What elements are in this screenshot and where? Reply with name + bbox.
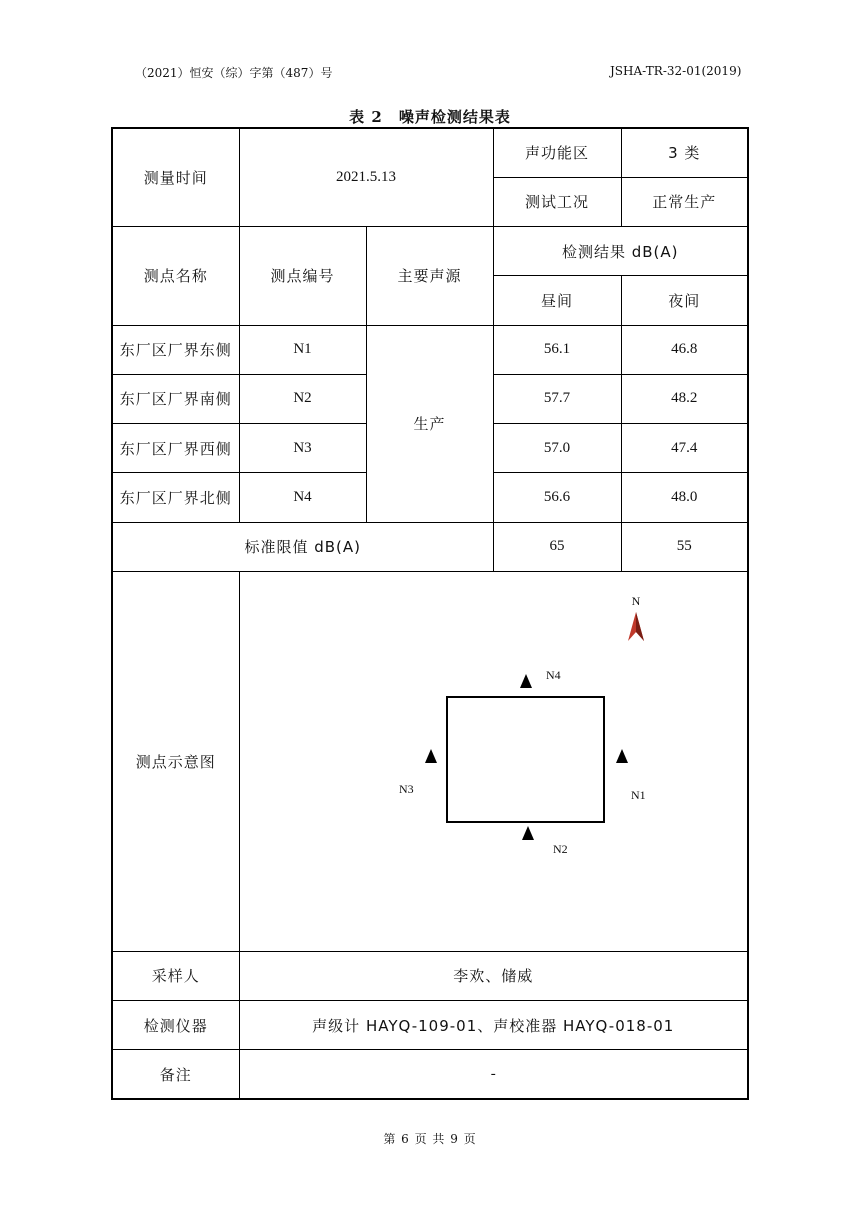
time-value: 2021.5.13 bbox=[239, 128, 493, 227]
plant-boundary bbox=[447, 697, 604, 822]
zone-value: 3 类 bbox=[621, 128, 748, 177]
limit-night: 55 bbox=[621, 522, 748, 571]
noise-result-table bbox=[111, 127, 749, 1100]
row-point-name: 东厂区厂界北侧 bbox=[112, 473, 239, 522]
instrument-label: 检测仪器 bbox=[112, 1000, 239, 1049]
point-n2-marker-icon bbox=[522, 826, 534, 840]
table-title: 表 2 噪声检测结果表 bbox=[349, 108, 511, 126]
col-source: 主要声源 bbox=[366, 227, 493, 326]
row-night-value: 48.2 bbox=[621, 374, 748, 423]
diagram-label: 测点示意图 bbox=[112, 571, 239, 951]
row-point-id: N3 bbox=[239, 424, 366, 473]
row-day-value: 56.1 bbox=[493, 325, 621, 374]
point-n2-label: N2 bbox=[552, 841, 568, 856]
limit-label: 标准限值 dB(A) bbox=[112, 522, 493, 571]
col-point-id: 测点编号 bbox=[239, 227, 366, 326]
time-label: 测量时间 bbox=[112, 128, 239, 227]
row-day-value: 56.6 bbox=[493, 473, 621, 522]
point-n3-marker-icon bbox=[425, 749, 437, 763]
row-source: 生产 bbox=[366, 325, 493, 522]
col-night: 夜间 bbox=[621, 276, 748, 325]
row-night-value: 48.0 bbox=[621, 473, 748, 522]
row-night-value: 46.8 bbox=[621, 325, 748, 374]
row-point-id: N4 bbox=[239, 473, 366, 522]
point-n1-marker-icon bbox=[616, 749, 628, 763]
row-point-name: 东厂区厂界东侧 bbox=[112, 325, 239, 374]
measurement-diagram bbox=[239, 571, 748, 951]
north-arrow-shade-icon bbox=[636, 612, 644, 641]
row-day-value: 57.7 bbox=[493, 374, 621, 423]
row-point-id: N2 bbox=[239, 374, 366, 423]
site-diagram bbox=[240, 572, 749, 942]
table-row bbox=[112, 325, 748, 374]
north-label: N bbox=[631, 593, 640, 608]
row-point-name: 东厂区厂界西侧 bbox=[112, 424, 239, 473]
col-point-name: 测点名称 bbox=[112, 227, 239, 326]
row-point-name: 东厂区厂界南侧 bbox=[112, 374, 239, 423]
page-footer: 第 6 页 共 9 页 bbox=[383, 1132, 477, 1146]
row-night-value: 47.4 bbox=[621, 424, 748, 473]
point-n3-label: N3 bbox=[398, 781, 414, 796]
point-n4-label: N4 bbox=[545, 667, 561, 682]
instrument-value: 声级计 HAYQ-109-01、声校准器 HAYQ-018-01 bbox=[239, 1000, 748, 1049]
document-number: （2021）恒安（综）字第（487）号 bbox=[135, 66, 333, 80]
remark-label: 备注 bbox=[112, 1050, 239, 1099]
condition-label: 测试工况 bbox=[493, 177, 621, 226]
col-day: 昼间 bbox=[493, 276, 621, 325]
row-day-value: 57.0 bbox=[493, 424, 621, 473]
point-n4-marker-icon bbox=[520, 674, 532, 688]
sampler-value: 李欢、储威 bbox=[239, 951, 748, 1000]
zone-label: 声功能区 bbox=[493, 128, 621, 177]
remark-value: - bbox=[239, 1050, 748, 1099]
limit-day: 65 bbox=[493, 522, 621, 571]
col-result: 检测结果 dB(A) bbox=[493, 227, 748, 276]
point-n1-label: N1 bbox=[630, 787, 646, 802]
standard-code: JSHA-TR-32-01(2019) bbox=[610, 64, 742, 78]
row-point-id: N1 bbox=[239, 325, 366, 374]
condition-value: 正常生产 bbox=[621, 177, 748, 226]
sampler-label: 采样人 bbox=[112, 951, 239, 1000]
